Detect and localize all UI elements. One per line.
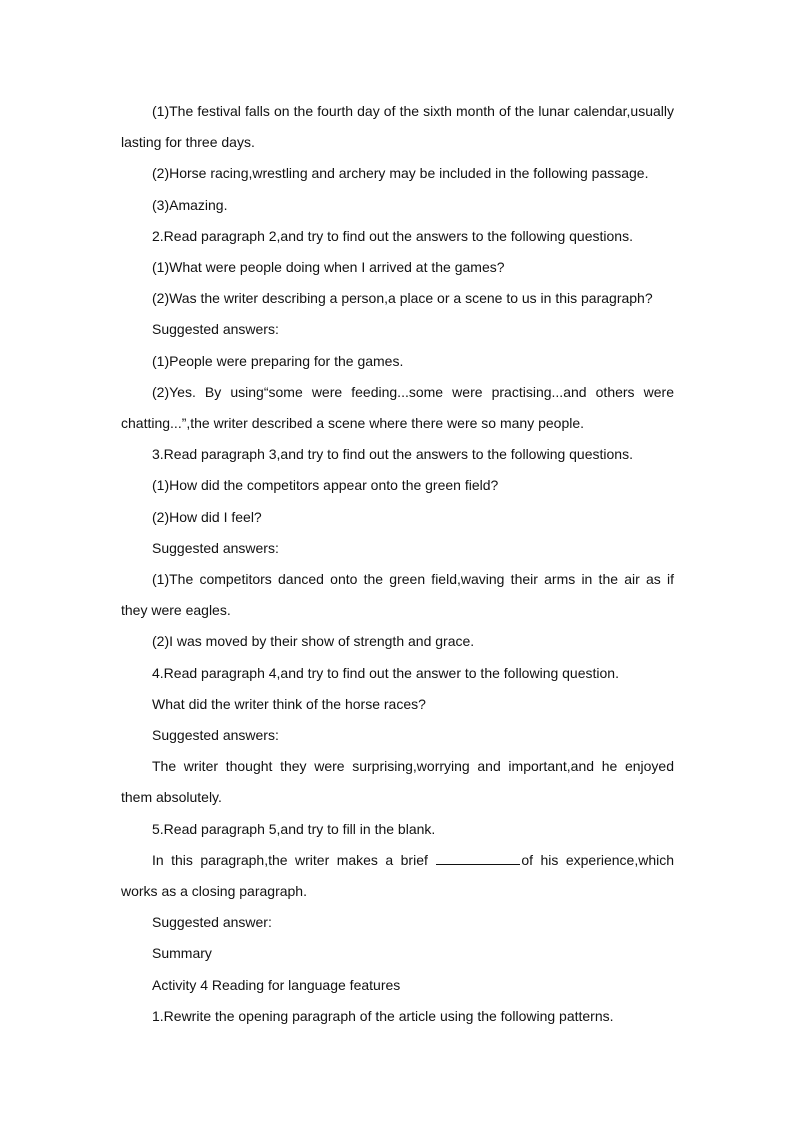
paragraph-question-2-1: (1)What were people doing when I arrived at the games?: [152, 259, 505, 276]
suggested-answers-label: Suggested answers:: [152, 321, 279, 338]
paragraph-answer-4: The writer thought they were surprising,worrying and important,and he enjoyed them absolutely.: [121, 758, 674, 806]
paragraph-answer-2-1: (1)People were preparing for the games.: [152, 352, 404, 369]
paragraph-question-heading-5: 5.Read paragraph 5,and try to fill in the blank.: [152, 820, 436, 837]
paragraph-fill-blank: [121, 845, 674, 907]
paragraph-answer-2: (2)Horse racing,wrestling and archery may be included in the following passage.: [152, 165, 649, 182]
fill-blank-after: of his experience,which works as a closing paragraph.: [121, 851, 675, 900]
paragraph-answer-5: Summary: [152, 945, 212, 962]
paragraph-question-3-2: (2)How did I feel?: [152, 508, 262, 525]
paragraph-answer-1: (1)The festival falls on the fourth day of the sixth month of the lunar calendar,usually lasting for three days.: [121, 103, 674, 151]
suggested-answers-label: Suggested answers:: [152, 727, 279, 744]
paragraph-answer-3: (3)Amazing.: [152, 196, 228, 213]
paragraph-question-heading-2: 2.Read paragraph 2,and try to find out the answers to the following questions.: [152, 227, 633, 244]
document-body: [121, 96, 674, 1032]
paragraph-question-3-1: (1)How did the competitors appear onto the green field?: [152, 477, 499, 494]
paragraph-answer-3-1: (1)The competitors danced onto the green field,waving their arms in the air as if they were eagles.: [121, 571, 674, 619]
activity-heading: Activity 4 Reading for language features: [152, 976, 401, 993]
paragraph-question-heading-4: 4.Read paragraph 4,and try to find out the answer to the following question.: [152, 664, 619, 681]
answer-blank: [436, 850, 520, 865]
suggested-answer-label: Suggested answer:: [152, 914, 272, 931]
suggested-answers-label: Suggested answers:: [152, 539, 279, 556]
paragraph-answer-2-2: (2)Yes. By using“some were feeding...some were practising...and others were chatting...”,the writer described a scene where there were so many people.: [121, 383, 674, 432]
paragraph-question-4: What did the writer think of the horse races?: [152, 695, 426, 712]
paragraph-activity-4-1: 1.Rewrite the opening paragraph of the article using the following patterns.: [152, 1007, 614, 1024]
paragraph-question-heading-3: 3.Read paragraph 3,and try to find out the answers to the following questions.: [152, 446, 633, 463]
paragraph-question-2-2: (2)Was the writer describing a person,a place or a scene to us in this paragraph?: [152, 290, 653, 307]
paragraph-answer-3-2: (2)I was moved by their show of strength and grace.: [152, 633, 475, 650]
fill-blank-before: In this paragraph,the writer makes a brief: [152, 851, 436, 868]
